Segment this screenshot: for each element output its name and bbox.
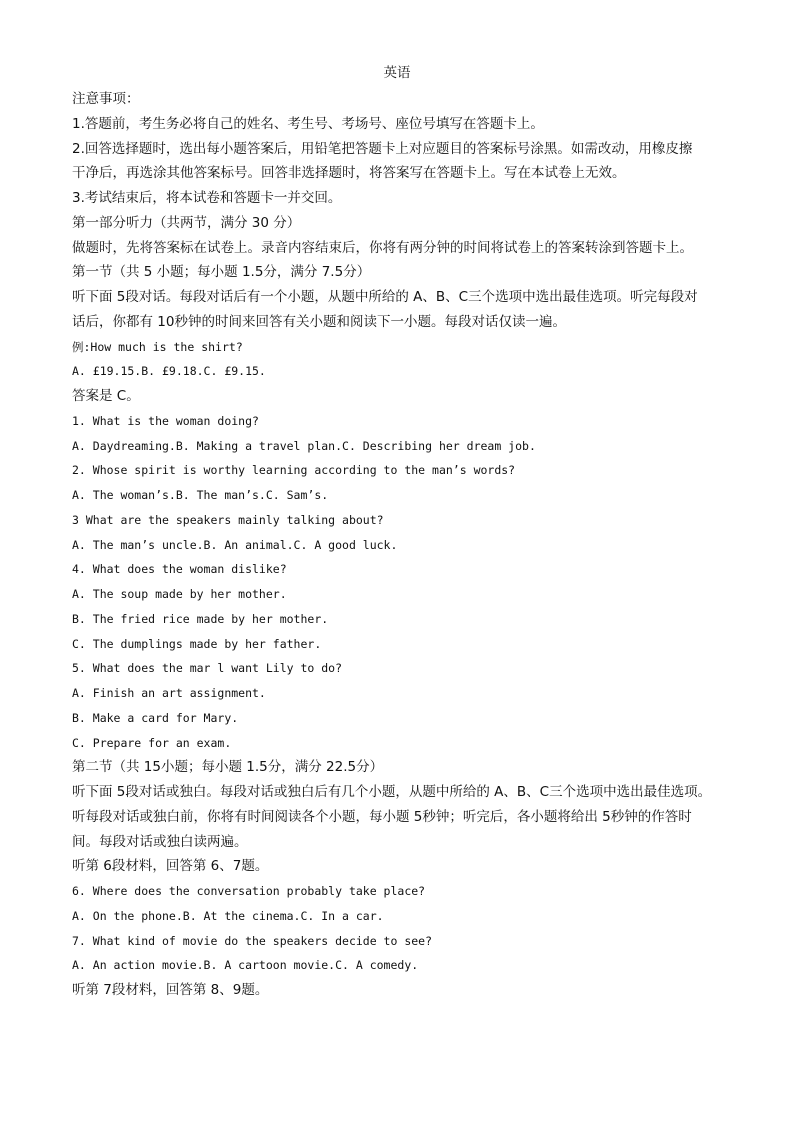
- text-line: 2.回答选择题时，选出每小题答案后，用铅笔把答题卡上对应题目的答案标号涂黑。如需改动，用橡皮擦: [72, 140, 693, 157]
- text-line: 4. What does the woman dislike?: [72, 562, 287, 577]
- text-line: 2. Whose spirit is worthy learning according to the man’s words?: [72, 463, 516, 478]
- text-line: 答案是 C。: [72, 388, 140, 404]
- text-line: A. The man’s uncle.B. An animal.C. A good luck.: [72, 537, 398, 552]
- text-line: A. An action movie.B. A cartoon movie.C. A comedy.: [72, 958, 419, 973]
- text-line: B. Make a card for Mary.: [72, 710, 239, 725]
- text-line: 注意事项：: [72, 91, 140, 107]
- document-body: [72, 87, 732, 1003]
- text-line: 1.答题前，考生务必将自己的姓名、考生号、考场号、座位号填写在答题卡上。: [72, 115, 544, 132]
- text-line: 听下面 5段对话或独白。每段对话或独白后有几个小题，从题中所给的 A、B、C三个选项中选出最佳选项。: [72, 784, 712, 800]
- text-line: A. £19.15.B. £9.18.C. £9.15.: [72, 364, 266, 379]
- text-line: B. The fried rice made by her mother.: [72, 611, 329, 626]
- text-line: C. The dumplings made by her father.: [72, 636, 322, 651]
- text-line: 干净后，再选涂其他答案标号。回答非选择题时，将答案写在答题卡上。写在本试卷上无效。: [72, 165, 626, 182]
- text-line: A. Daydreaming.B. Making a travel plan.C. Describing her dream job.: [72, 438, 536, 453]
- text-line: 听第 7段材料，回答第 8、9题。: [72, 982, 269, 998]
- text-line: 第一节（共 5 小题；每小题 1.5分，满分 7.5分）: [72, 264, 371, 281]
- text-line: A. Finish an art assignment.: [72, 686, 266, 700]
- text-line: 间。每段对话或独白读两遍。: [72, 833, 248, 850]
- text-line: A. The soup made by her mother.: [72, 587, 287, 601]
- text-line: 例:How much is the shirt?: [72, 339, 243, 354]
- text-line: 听每段对话或独白前，你将有时间阅读各个小题，每小题 5秒钟；听完后，各小题将给出 5秒钟的作答时: [72, 808, 692, 825]
- text-line: A. The woman’s.B. The man’s.C. Sam’s.: [72, 488, 329, 502]
- text-line: 7. What kind of movie do the speakers decide to see?: [72, 933, 433, 948]
- text-line: 第一部分听力（共两节，满分 30 分）: [72, 214, 301, 231]
- text-line: 听下面 5段对话。每段对话后有一个小题，从题中所给的 A、B、C三个选项中选出最佳选项。听完每段对: [72, 289, 698, 305]
- text-line: 第二节（共 15小题；每小题 1.5分，满分 22.5分）: [72, 759, 384, 776]
- text-line: 做题时，先将答案标在试卷上。录音内容结束后，你将有两分钟的时间将试卷上的答案转涂到答题卡上。: [72, 239, 693, 256]
- page-title: 英语: [383, 65, 411, 81]
- text-line: 听第 6段材料，回答第 6、7题。: [72, 858, 269, 875]
- text-line: 话后，你都有 10秒钟的时间来回答有关小题和阅读下一小题。每段对话仅读一遍。: [72, 313, 566, 330]
- text-line: 3 What are the speakers mainly talking about?: [72, 512, 384, 527]
- text-line: A. On the phone.B. At the cinema.C. In a car.: [72, 908, 384, 923]
- text-line: C. Prepare for an exam.: [72, 735, 232, 750]
- text-line: 3.考试结束后，将本试卷和答题卡一并交回。: [72, 190, 342, 206]
- text-line: 1. What is the woman doing?: [72, 413, 259, 428]
- text-line: 6. Where does the conversation probably take place?: [72, 884, 426, 898]
- text-line: 5. What does the mar l want Lily to do?: [72, 661, 343, 676]
